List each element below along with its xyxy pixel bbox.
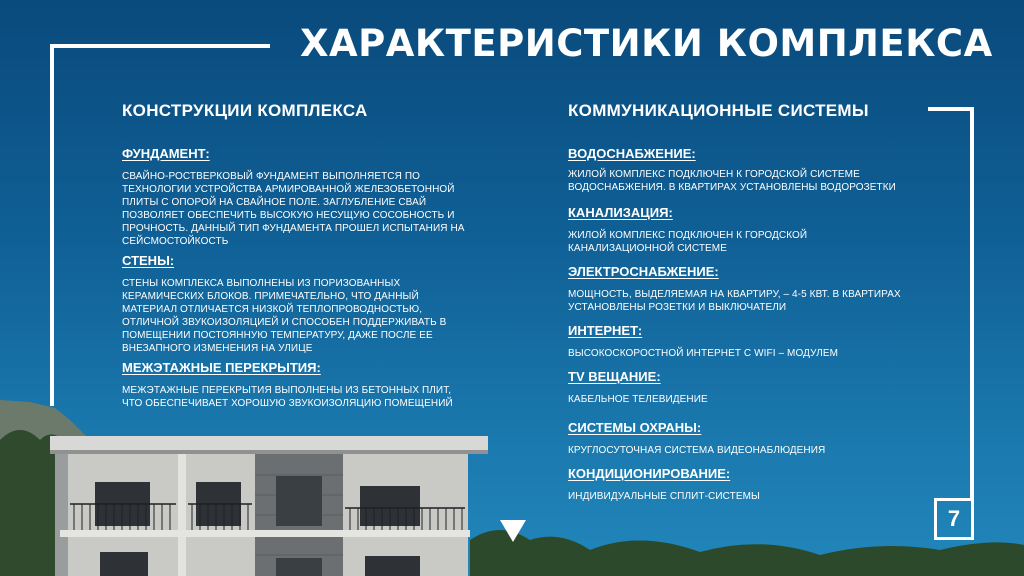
section-text-floors: МЕЖЭТАЖНЫЕ ПЕРЕКРЫТИЯ ВЫПОЛНЕНЫ ИЗ БЕТОННЫХ ПЛИТ, ЧТО ОБЕСПЕЧИВАЕТ ХОРОШУЮ ЗВУКОИЗОЛЯЦИЮ ПОМЕЩЕНИЙ: [122, 385, 453, 409]
building-photo: [0, 380, 1024, 576]
frame-left-top: [50, 44, 270, 48]
section-title-foundation: ФУНДАМЕНТ:: [122, 146, 210, 161]
section-text-foundation: СВАЙНО-РОСТВЕРКОВЫЙ ФУНДАМЕНТ ВЫПОЛНЯЕТСЯ ПО ТЕХНОЛОГИИ УСТРОЙСТВА АРМИРОВАННОЙ ЖЕЛЕЗОБЕТОННОЙ ПЛИТЫ С ОПОРОЙ НА СВАЙНОЕ ПОЛЕ. ЗАГЛУБЛЕНИЕ СВАЙ ПОЗВОЛЯЕТ ОБЕСПЕЧИТЬ ВЫСОКУЮ НЕСУЩУЮ СОСОБНОСТЬ И ПРОЧНОСТЬ. ДАННЫЙ ТИП ФУНДАМЕНТА ПРОШЕЛ ИСПЫТАНИЯ НА СЕЙСМОСТОЙКОСТЬ: [122, 171, 465, 247]
section-text-walls: СТЕНЫ КОМПЛЕКСА ВЫПОЛНЕНЫ ИЗ ПОРИЗОВАННЫХ КЕРАМИЧЕСКИХ БЛОКОВ. ПРИМЕЧАТЕЛЬНО, ЧТО ДАННЫЙ МАТЕРИАЛ ОТЛИЧАЕТСЯ НИЗКОЙ ТЕПЛОПРОВОДНОСТЬЮ, ОТЛИЧНОЙ ЗВУКОИЗОЛЯЦИЕЙ И СПОСОБЕН ПОДДЕРЖИВАТЬ В ПОМЕЩЕНИИ ПОСТОЯННУЮ ТЕМПЕРАТУРУ, ДАЖЕ ПОСЛЕ ЕЕ ВНЕЗАПНОГО ИЗМЕНЕНИЯ НА УЛИЦЕ: [122, 278, 447, 354]
section-text-sewerage: ЖИЛОЙ КОМПЛЕКС ПОДКЛЮЧЕН К ГОРОДСКОЙ КАНАЛИЗАЦИОННОЙ СИСТЕМЕ: [568, 230, 808, 254]
page-title: ХАРАКТЕРИСТИКИ КОМПЛЕКСА: [300, 22, 993, 65]
section-title-floors: МЕЖЭТАЖНЫЕ ПЕРЕКРЫТИЯ:: [122, 360, 321, 375]
section-title-tv: TV ВЕЩАНИЕ:: [568, 369, 661, 384]
section-title-water: ВОДОСНАБЖЕНИЕ:: [568, 146, 696, 161]
page-number: 7: [934, 498, 974, 540]
section-text-tv: КАБЕЛЬНОЕ ТЕЛЕВИДЕНИЕ: [568, 394, 708, 405]
section-text-internet: ВЫСОКОСКОРОСТНОЙ ИНТЕРНЕТ С WIFI – МОДУЛЕМ: [568, 348, 839, 359]
section-title-security: СИСТЕМЫ ОХРАНЫ:: [568, 420, 702, 435]
section-text-conditioning: ИНДИВИДУАЛЬНЫЕ СПЛИТ-СИСТЕМЫ: [568, 491, 760, 502]
down-triangle-icon[interactable]: [500, 520, 526, 542]
section-title-internet: ИНТЕРНЕТ:: [568, 323, 643, 338]
section-title-sewerage: КАНАЛИЗАЦИЯ:: [568, 205, 673, 220]
roof-slab: [50, 436, 488, 450]
window: [276, 476, 322, 526]
section-text-security: КРУГЛОСУТОЧНАЯ СИСТЕМА ВИДЕОНАБЛЮДЕНИЯ: [568, 445, 826, 456]
left-column-heading: КОНСТРУКЦИИ КОМПЛЕКСА: [122, 101, 368, 120]
section-text-electricity: МОЩНОСТЬ, ВЫДЕЛЯЕМАЯ НА КВАРТИРУ, – 4-5 КВТ. В КВАРТИРАХ УСТАНОВЛЕНЫ РОЗЕТКИ И ВЫКЛЮЧАТЕЛИ: [568, 289, 901, 313]
section-title-electricity: ЭЛЕКТРОСНАБЖЕНИЕ:: [568, 264, 719, 279]
frame-left-vertical: [50, 44, 54, 406]
section-text-water: ЖИЛОЙ КОМПЛЕКС ПОДКЛЮЧЕН К ГОРОДСКОЙ СИСТЕМЕ ВОДОСНАБЖЕНИЯ. В КВАРТИРАХ УСТАНОВЛЕНЫ ВОДОРОЗЕТКИ: [568, 169, 896, 193]
section-title-walls: СТЕНЫ:: [122, 253, 175, 268]
section-title-conditioning: КОНДИЦИОНИРОВАНИЕ:: [568, 466, 731, 481]
right-column-heading: КОММУНИКАЦИОННЫЕ СИСТЕМЫ: [568, 101, 869, 120]
frame-right-top: [928, 107, 974, 111]
